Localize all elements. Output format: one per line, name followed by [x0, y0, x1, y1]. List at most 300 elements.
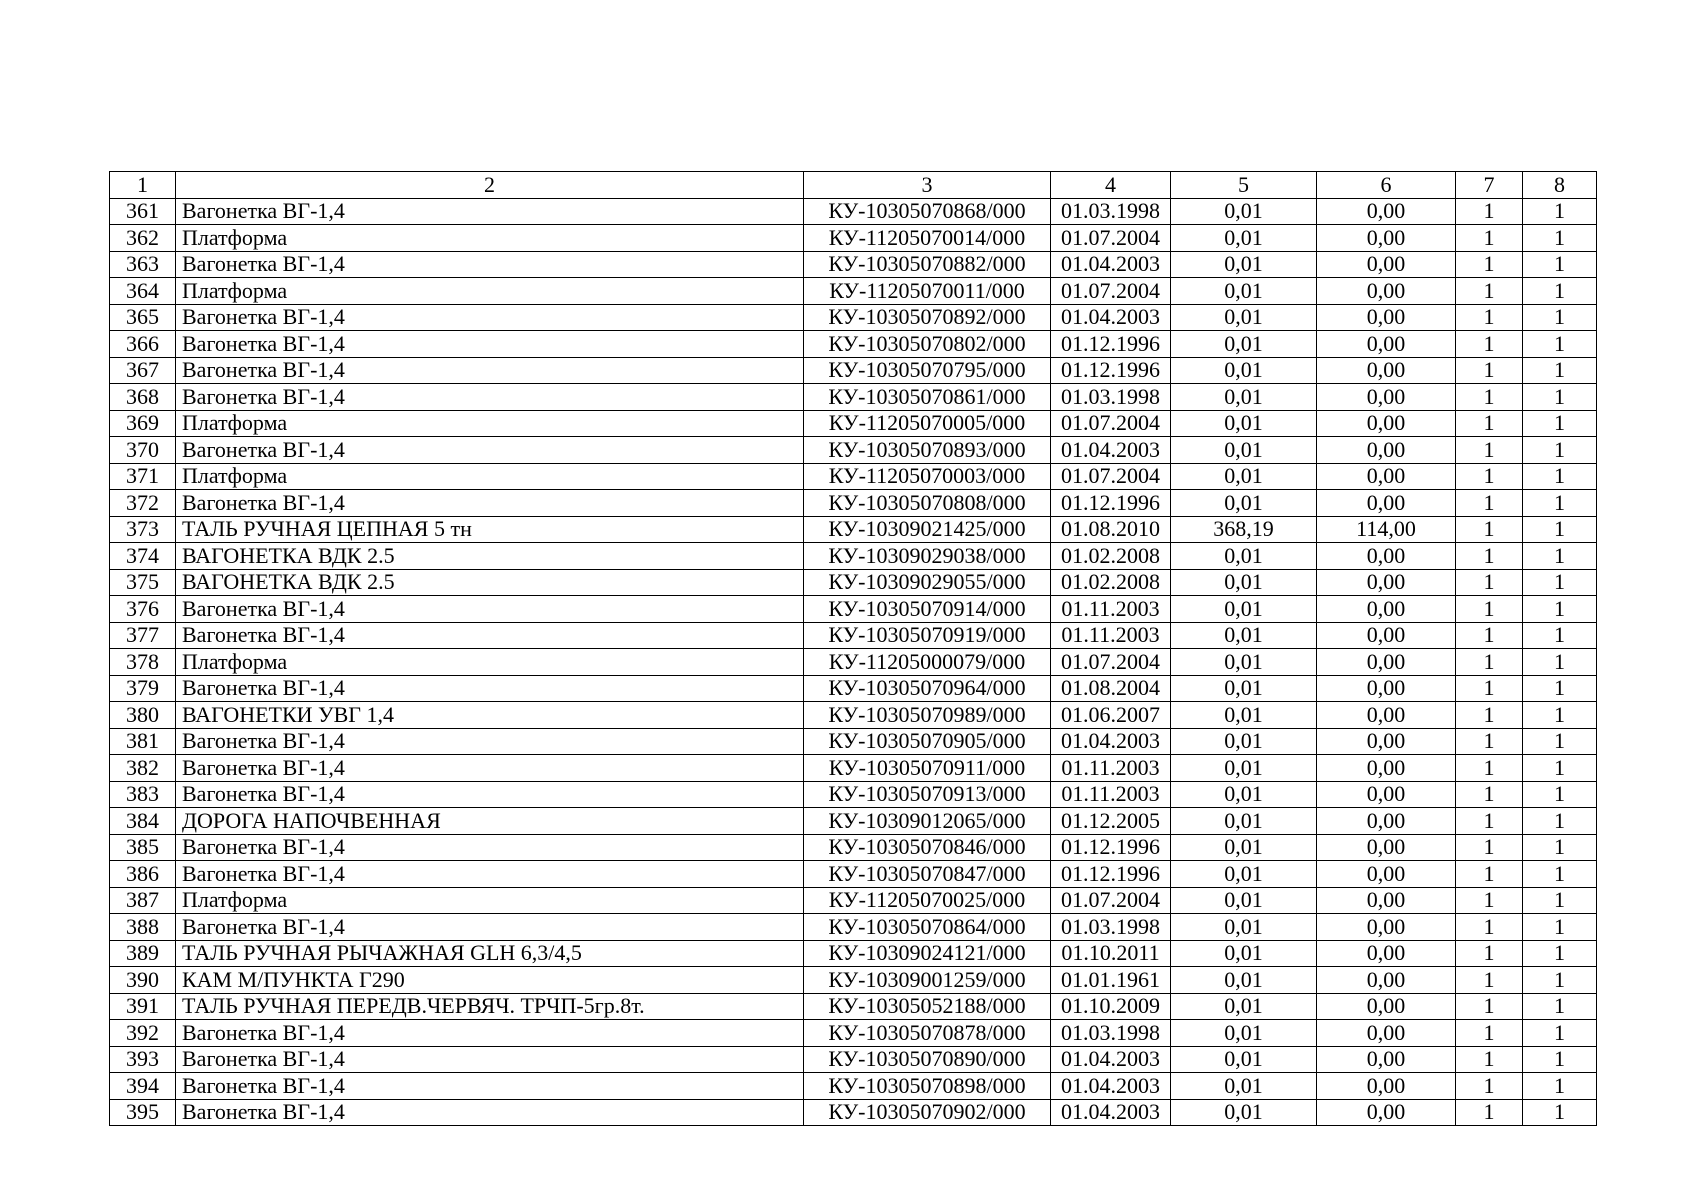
date-cell: 01.08.2010: [1051, 516, 1171, 543]
row-number-cell: 377: [110, 622, 176, 649]
inventory-code-cell: КУ-10305070868/000: [804, 198, 1051, 225]
value-col-7-cell: 1: [1456, 702, 1523, 729]
table-row: [110, 675, 1597, 702]
item-name-cell: Вагонетка ВГ-1,4: [176, 596, 804, 623]
column-header-6: 6: [1317, 172, 1456, 199]
value-col-8-cell: 1: [1523, 543, 1597, 570]
table-row: [110, 278, 1597, 305]
value-col-8-cell: 1: [1523, 384, 1597, 411]
value-col-8-cell: 1: [1523, 1073, 1597, 1100]
column-header-2: 2: [176, 172, 804, 199]
row-number-cell: 391: [110, 993, 176, 1020]
table-row: [110, 384, 1597, 411]
value-col-7-cell: 1: [1456, 463, 1523, 490]
inventory-code-cell: КУ-10309024121/000: [804, 940, 1051, 967]
value-col-8-cell: 1: [1523, 225, 1597, 252]
value-col-6-cell: 0,00: [1317, 755, 1456, 782]
inventory-code-cell: КУ-10309012065/000: [804, 808, 1051, 835]
inventory-code-cell: КУ-10305070989/000: [804, 702, 1051, 729]
item-name-cell: Вагонетка ВГ-1,4: [176, 728, 804, 755]
value-col-5-cell: 0,01: [1171, 278, 1317, 305]
value-col-8-cell: 1: [1523, 967, 1597, 994]
table-row: [110, 410, 1597, 437]
table-row: [110, 834, 1597, 861]
row-number-cell: 368: [110, 384, 176, 411]
row-number-cell: 387: [110, 887, 176, 914]
value-col-5-cell: 0,01: [1171, 251, 1317, 278]
inventory-code-cell: КУ-10305070914/000: [804, 596, 1051, 623]
value-col-5-cell: 0,01: [1171, 622, 1317, 649]
value-col-6-cell: 114,00: [1317, 516, 1456, 543]
value-col-7-cell: 1: [1456, 755, 1523, 782]
table-row: [110, 993, 1597, 1020]
value-col-6-cell: 0,00: [1317, 1099, 1456, 1126]
value-col-5-cell: 0,01: [1171, 198, 1317, 225]
inventory-code-cell: КУ-10305070890/000: [804, 1046, 1051, 1073]
table-body: [110, 198, 1597, 1126]
value-col-6-cell: 0,00: [1317, 410, 1456, 437]
item-name-cell: Платформа: [176, 410, 804, 437]
table-row: [110, 1046, 1597, 1073]
value-col-7-cell: 1: [1456, 887, 1523, 914]
inventory-code-cell: КУ-10305070893/000: [804, 437, 1051, 464]
value-col-8-cell: 1: [1523, 437, 1597, 464]
item-name-cell: Вагонетка ВГ-1,4: [176, 675, 804, 702]
value-col-6-cell: 0,00: [1317, 384, 1456, 411]
value-col-7-cell: 1: [1456, 622, 1523, 649]
row-number-cell: 393: [110, 1046, 176, 1073]
value-col-6-cell: 0,00: [1317, 861, 1456, 888]
item-name-cell: Вагонетка ВГ-1,4: [176, 490, 804, 517]
table-row: [110, 516, 1597, 543]
row-number-cell: 374: [110, 543, 176, 570]
value-col-6-cell: 0,00: [1317, 251, 1456, 278]
value-col-8-cell: 1: [1523, 834, 1597, 861]
value-col-8-cell: 1: [1523, 1020, 1597, 1047]
value-col-5-cell: 0,01: [1171, 1073, 1317, 1100]
item-name-cell: Вагонетка ВГ-1,4: [176, 755, 804, 782]
inventory-code-cell: КУ-10305052188/000: [804, 993, 1051, 1020]
table-row: [110, 940, 1597, 967]
value-col-5-cell: 0,01: [1171, 649, 1317, 676]
value-col-7-cell: 1: [1456, 940, 1523, 967]
value-col-6-cell: 0,00: [1317, 225, 1456, 252]
inventory-code-cell: КУ-10305070902/000: [804, 1099, 1051, 1126]
value-col-6-cell: 0,00: [1317, 993, 1456, 1020]
value-col-5-cell: 0,01: [1171, 861, 1317, 888]
table-row: [110, 622, 1597, 649]
column-header-7: 7: [1456, 172, 1523, 199]
item-name-cell: Платформа: [176, 463, 804, 490]
value-col-6-cell: 0,00: [1317, 781, 1456, 808]
inventory-code-cell: КУ-10305070911/000: [804, 755, 1051, 782]
value-col-6-cell: 0,00: [1317, 1073, 1456, 1100]
item-name-cell: Вагонетка ВГ-1,4: [176, 834, 804, 861]
value-col-6-cell: 0,00: [1317, 702, 1456, 729]
date-cell: 01.12.1996: [1051, 834, 1171, 861]
row-number-cell: 384: [110, 808, 176, 835]
table-row: [110, 463, 1597, 490]
date-cell: 01.04.2003: [1051, 304, 1171, 331]
table-row: [110, 331, 1597, 358]
item-name-cell: ВАГОНЕТКА ВДК 2.5: [176, 569, 804, 596]
inventory-code-cell: КУ-10305070864/000: [804, 914, 1051, 941]
value-col-7-cell: 1: [1456, 331, 1523, 358]
value-col-8-cell: 1: [1523, 490, 1597, 517]
date-cell: 01.03.1998: [1051, 1020, 1171, 1047]
value-col-7-cell: 1: [1456, 516, 1523, 543]
value-col-5-cell: 0,01: [1171, 755, 1317, 782]
value-col-7-cell: 1: [1456, 569, 1523, 596]
inventory-code-cell: КУ-11205000079/000: [804, 649, 1051, 676]
value-col-8-cell: 1: [1523, 331, 1597, 358]
row-number-cell: 380: [110, 702, 176, 729]
value-col-7-cell: 1: [1456, 649, 1523, 676]
inventory-code-cell: КУ-10305070892/000: [804, 304, 1051, 331]
column-header-4: 4: [1051, 172, 1171, 199]
value-col-5-cell: 0,01: [1171, 490, 1317, 517]
value-col-8-cell: 1: [1523, 198, 1597, 225]
value-col-8-cell: 1: [1523, 649, 1597, 676]
item-name-cell: Вагонетка ВГ-1,4: [176, 1099, 804, 1126]
item-name-cell: Вагонетка ВГ-1,4: [176, 357, 804, 384]
date-cell: 01.02.2008: [1051, 543, 1171, 570]
table-row: [110, 251, 1597, 278]
value-col-5-cell: 0,01: [1171, 596, 1317, 623]
value-col-7-cell: 1: [1456, 1046, 1523, 1073]
value-col-8-cell: 1: [1523, 914, 1597, 941]
date-cell: 01.03.1998: [1051, 198, 1171, 225]
value-col-7-cell: 1: [1456, 1099, 1523, 1126]
value-col-8-cell: 1: [1523, 357, 1597, 384]
column-header-5: 5: [1171, 172, 1317, 199]
value-col-5-cell: 0,01: [1171, 437, 1317, 464]
item-name-cell: Вагонетка ВГ-1,4: [176, 304, 804, 331]
inventory-code-cell: КУ-11205070011/000: [804, 278, 1051, 305]
value-col-7-cell: 1: [1456, 278, 1523, 305]
inventory-code-cell: КУ-11205070014/000: [804, 225, 1051, 252]
value-col-7-cell: 1: [1456, 357, 1523, 384]
value-col-6-cell: 0,00: [1317, 649, 1456, 676]
inventory-code-cell: КУ-10305070802/000: [804, 331, 1051, 358]
date-cell: 01.12.1996: [1051, 331, 1171, 358]
row-number-cell: 385: [110, 834, 176, 861]
row-number-cell: 369: [110, 410, 176, 437]
table-row: [110, 490, 1597, 517]
value-col-8-cell: 1: [1523, 755, 1597, 782]
date-cell: 01.11.2003: [1051, 781, 1171, 808]
row-number-cell: 381: [110, 728, 176, 755]
inventory-code-cell: КУ-10305070964/000: [804, 675, 1051, 702]
inventory-code-cell: КУ-10305070913/000: [804, 781, 1051, 808]
value-col-8-cell: 1: [1523, 808, 1597, 835]
row-number-cell: 366: [110, 331, 176, 358]
value-col-8-cell: 1: [1523, 569, 1597, 596]
value-col-7-cell: 1: [1456, 808, 1523, 835]
row-number-cell: 362: [110, 225, 176, 252]
inventory-code-cell: КУ-10305070905/000: [804, 728, 1051, 755]
value-col-5-cell: 0,01: [1171, 384, 1317, 411]
value-col-6-cell: 0,00: [1317, 463, 1456, 490]
value-col-7-cell: 1: [1456, 675, 1523, 702]
value-col-8-cell: 1: [1523, 993, 1597, 1020]
inventory-code-cell: КУ-10305070878/000: [804, 1020, 1051, 1047]
item-name-cell: Платформа: [176, 225, 804, 252]
inventory-code-cell: КУ-10305070846/000: [804, 834, 1051, 861]
value-col-8-cell: 1: [1523, 304, 1597, 331]
item-name-cell: Вагонетка ВГ-1,4: [176, 914, 804, 941]
value-col-7-cell: 1: [1456, 198, 1523, 225]
value-col-6-cell: 0,00: [1317, 834, 1456, 861]
row-number-cell: 364: [110, 278, 176, 305]
value-col-5-cell: 0,01: [1171, 331, 1317, 358]
column-header-1: 1: [110, 172, 176, 199]
row-number-cell: 386: [110, 861, 176, 888]
value-col-8-cell: 1: [1523, 675, 1597, 702]
item-name-cell: ДОРОГА НАПОЧВЕННАЯ: [176, 808, 804, 835]
date-cell: 01.07.2004: [1051, 463, 1171, 490]
value-col-6-cell: 0,00: [1317, 304, 1456, 331]
date-cell: 01.12.1996: [1051, 861, 1171, 888]
row-number-cell: 394: [110, 1073, 176, 1100]
value-col-8-cell: 1: [1523, 781, 1597, 808]
value-col-6-cell: 0,00: [1317, 675, 1456, 702]
inventory-code-cell: КУ-10305070898/000: [804, 1073, 1051, 1100]
table-row: [110, 198, 1597, 225]
value-col-7-cell: 1: [1456, 304, 1523, 331]
date-cell: 01.11.2003: [1051, 596, 1171, 623]
item-name-cell: Вагонетка ВГ-1,4: [176, 861, 804, 888]
value-col-8-cell: 1: [1523, 1099, 1597, 1126]
date-cell: 01.07.2004: [1051, 649, 1171, 676]
table-row: [110, 861, 1597, 888]
value-col-6-cell: 0,00: [1317, 357, 1456, 384]
value-col-7-cell: 1: [1456, 384, 1523, 411]
value-col-6-cell: 0,00: [1317, 543, 1456, 570]
row-number-cell: 388: [110, 914, 176, 941]
table-row: [110, 808, 1597, 835]
value-col-7-cell: 1: [1456, 251, 1523, 278]
value-col-6-cell: 0,00: [1317, 569, 1456, 596]
document-page: [109, 171, 1596, 1126]
item-name-cell: Вагонетка ВГ-1,4: [176, 198, 804, 225]
item-name-cell: Вагонетка ВГ-1,4: [176, 1073, 804, 1100]
value-col-6-cell: 0,00: [1317, 490, 1456, 517]
row-number-cell: 395: [110, 1099, 176, 1126]
value-col-8-cell: 1: [1523, 702, 1597, 729]
value-col-7-cell: 1: [1456, 1020, 1523, 1047]
row-number-cell: 361: [110, 198, 176, 225]
date-cell: 01.07.2004: [1051, 410, 1171, 437]
inventory-code-cell: КУ-10305070808/000: [804, 490, 1051, 517]
item-name-cell: Вагонетка ВГ-1,4: [176, 1046, 804, 1073]
date-cell: 01.11.2003: [1051, 755, 1171, 782]
item-name-cell: КАМ М/ПУНКТА Г290: [176, 967, 804, 994]
row-number-cell: 378: [110, 649, 176, 676]
row-number-cell: 363: [110, 251, 176, 278]
date-cell: 01.11.2003: [1051, 622, 1171, 649]
value-col-6-cell: 0,00: [1317, 622, 1456, 649]
table-row: [110, 887, 1597, 914]
value-col-5-cell: 0,01: [1171, 834, 1317, 861]
table-row: [110, 596, 1597, 623]
value-col-5-cell: 0,01: [1171, 1099, 1317, 1126]
value-col-6-cell: 0,00: [1317, 1046, 1456, 1073]
value-col-5-cell: 0,01: [1171, 410, 1317, 437]
value-col-5-cell: 0,01: [1171, 569, 1317, 596]
value-col-5-cell: 0,01: [1171, 225, 1317, 252]
value-col-7-cell: 1: [1456, 861, 1523, 888]
value-col-8-cell: 1: [1523, 278, 1597, 305]
table-row: [110, 702, 1597, 729]
value-col-6-cell: 0,00: [1317, 967, 1456, 994]
date-cell: 01.02.2008: [1051, 569, 1171, 596]
item-name-cell: Платформа: [176, 278, 804, 305]
value-col-7-cell: 1: [1456, 967, 1523, 994]
inventory-code-cell: КУ-10309021425/000: [804, 516, 1051, 543]
value-col-8-cell: 1: [1523, 463, 1597, 490]
inventory-code-cell: КУ-10309029055/000: [804, 569, 1051, 596]
date-cell: 01.06.2007: [1051, 702, 1171, 729]
date-cell: 01.04.2003: [1051, 437, 1171, 464]
value-col-7-cell: 1: [1456, 596, 1523, 623]
inventory-code-cell: КУ-10305070795/000: [804, 357, 1051, 384]
value-col-5-cell: 0,01: [1171, 675, 1317, 702]
value-col-7-cell: 1: [1456, 437, 1523, 464]
date-cell: 01.04.2003: [1051, 1046, 1171, 1073]
row-number-cell: 376: [110, 596, 176, 623]
value-col-7-cell: 1: [1456, 225, 1523, 252]
row-number-cell: 365: [110, 304, 176, 331]
item-name-cell: Вагонетка ВГ-1,4: [176, 331, 804, 358]
value-col-7-cell: 1: [1456, 490, 1523, 517]
value-col-6-cell: 0,00: [1317, 940, 1456, 967]
item-name-cell: ВАГОНЕТКИ УВГ 1,4: [176, 702, 804, 729]
item-name-cell: ТАЛЬ РУЧНАЯ РЫЧАЖНАЯ GLH 6,3/4,5: [176, 940, 804, 967]
value-col-7-cell: 1: [1456, 410, 1523, 437]
value-col-8-cell: 1: [1523, 251, 1597, 278]
value-col-7-cell: 1: [1456, 1073, 1523, 1100]
date-cell: 01.03.1998: [1051, 384, 1171, 411]
row-number-cell: 383: [110, 781, 176, 808]
row-number-cell: 372: [110, 490, 176, 517]
table-row: [110, 543, 1597, 570]
inventory-code-cell: КУ-10305070847/000: [804, 861, 1051, 888]
item-name-cell: ВАГОНЕТКА ВДК 2.5: [176, 543, 804, 570]
date-cell: 01.01.1961: [1051, 967, 1171, 994]
value-col-5-cell: 0,01: [1171, 463, 1317, 490]
value-col-6-cell: 0,00: [1317, 278, 1456, 305]
item-name-cell: Вагонетка ВГ-1,4: [176, 251, 804, 278]
row-number-cell: 382: [110, 755, 176, 782]
value-col-6-cell: 0,00: [1317, 437, 1456, 464]
value-col-5-cell: 0,01: [1171, 993, 1317, 1020]
column-header-8: 8: [1523, 172, 1597, 199]
value-col-7-cell: 1: [1456, 781, 1523, 808]
row-number-cell: 375: [110, 569, 176, 596]
item-name-cell: Вагонетка ВГ-1,4: [176, 1020, 804, 1047]
item-name-cell: ТАЛЬ РУЧНАЯ ЦЕПНАЯ 5 тн: [176, 516, 804, 543]
value-col-8-cell: 1: [1523, 622, 1597, 649]
value-col-7-cell: 1: [1456, 543, 1523, 570]
row-number-cell: 367: [110, 357, 176, 384]
row-number-cell: 373: [110, 516, 176, 543]
table-row: [110, 1073, 1597, 1100]
table-row: [110, 1020, 1597, 1047]
table-row: [110, 304, 1597, 331]
inventory-code-cell: КУ-10305070882/000: [804, 251, 1051, 278]
date-cell: 01.12.1996: [1051, 490, 1171, 517]
value-col-6-cell: 0,00: [1317, 887, 1456, 914]
row-number-cell: 392: [110, 1020, 176, 1047]
item-name-cell: ТАЛЬ РУЧНАЯ ПЕРЕДВ.ЧЕРВЯЧ. ТРЧП-5гр.8т.: [176, 993, 804, 1020]
table-row: [110, 437, 1597, 464]
table-row: [110, 1099, 1597, 1126]
value-col-5-cell: 0,01: [1171, 1020, 1317, 1047]
value-col-6-cell: 0,00: [1317, 596, 1456, 623]
row-number-cell: 379: [110, 675, 176, 702]
value-col-8-cell: 1: [1523, 596, 1597, 623]
date-cell: 01.08.2004: [1051, 675, 1171, 702]
date-cell: 01.04.2003: [1051, 251, 1171, 278]
inventory-code-cell: КУ-10305070919/000: [804, 622, 1051, 649]
table-row: [110, 728, 1597, 755]
value-col-8-cell: 1: [1523, 1046, 1597, 1073]
value-col-6-cell: 0,00: [1317, 198, 1456, 225]
row-number-cell: 389: [110, 940, 176, 967]
inventory-code-cell: КУ-10305070861/000: [804, 384, 1051, 411]
table-row: [110, 649, 1597, 676]
item-name-cell: Вагонетка ВГ-1,4: [176, 622, 804, 649]
value-col-6-cell: 0,00: [1317, 331, 1456, 358]
table-row: [110, 357, 1597, 384]
date-cell: 01.04.2003: [1051, 728, 1171, 755]
table-row: [110, 967, 1597, 994]
table-row: [110, 755, 1597, 782]
row-number-cell: 371: [110, 463, 176, 490]
date-cell: 01.07.2004: [1051, 278, 1171, 305]
header-row: [110, 172, 1597, 199]
column-header-3: 3: [804, 172, 1051, 199]
value-col-7-cell: 1: [1456, 728, 1523, 755]
value-col-5-cell: 0,01: [1171, 702, 1317, 729]
inventory-code-cell: КУ-11205070005/000: [804, 410, 1051, 437]
value-col-5-cell: 368,19: [1171, 516, 1317, 543]
value-col-6-cell: 0,00: [1317, 914, 1456, 941]
date-cell: 01.10.2009: [1051, 993, 1171, 1020]
table-row: [110, 225, 1597, 252]
date-cell: 01.10.2011: [1051, 940, 1171, 967]
item-name-cell: Вагонетка ВГ-1,4: [176, 437, 804, 464]
item-name-cell: Вагонетка ВГ-1,4: [176, 781, 804, 808]
value-col-6-cell: 0,00: [1317, 1020, 1456, 1047]
value-col-5-cell: 0,01: [1171, 304, 1317, 331]
date-cell: 01.03.1998: [1051, 914, 1171, 941]
date-cell: 01.04.2003: [1051, 1073, 1171, 1100]
inventory-code-cell: КУ-10309001259/000: [804, 967, 1051, 994]
value-col-5-cell: 0,01: [1171, 543, 1317, 570]
value-col-5-cell: 0,01: [1171, 940, 1317, 967]
date-cell: 01.07.2004: [1051, 225, 1171, 252]
value-col-5-cell: 0,01: [1171, 967, 1317, 994]
date-cell: 01.12.1996: [1051, 357, 1171, 384]
inventory-table: [109, 171, 1597, 1126]
value-col-8-cell: 1: [1523, 410, 1597, 437]
value-col-5-cell: 0,01: [1171, 887, 1317, 914]
value-col-6-cell: 0,00: [1317, 808, 1456, 835]
row-number-cell: 370: [110, 437, 176, 464]
item-name-cell: Вагонетка ВГ-1,4: [176, 384, 804, 411]
